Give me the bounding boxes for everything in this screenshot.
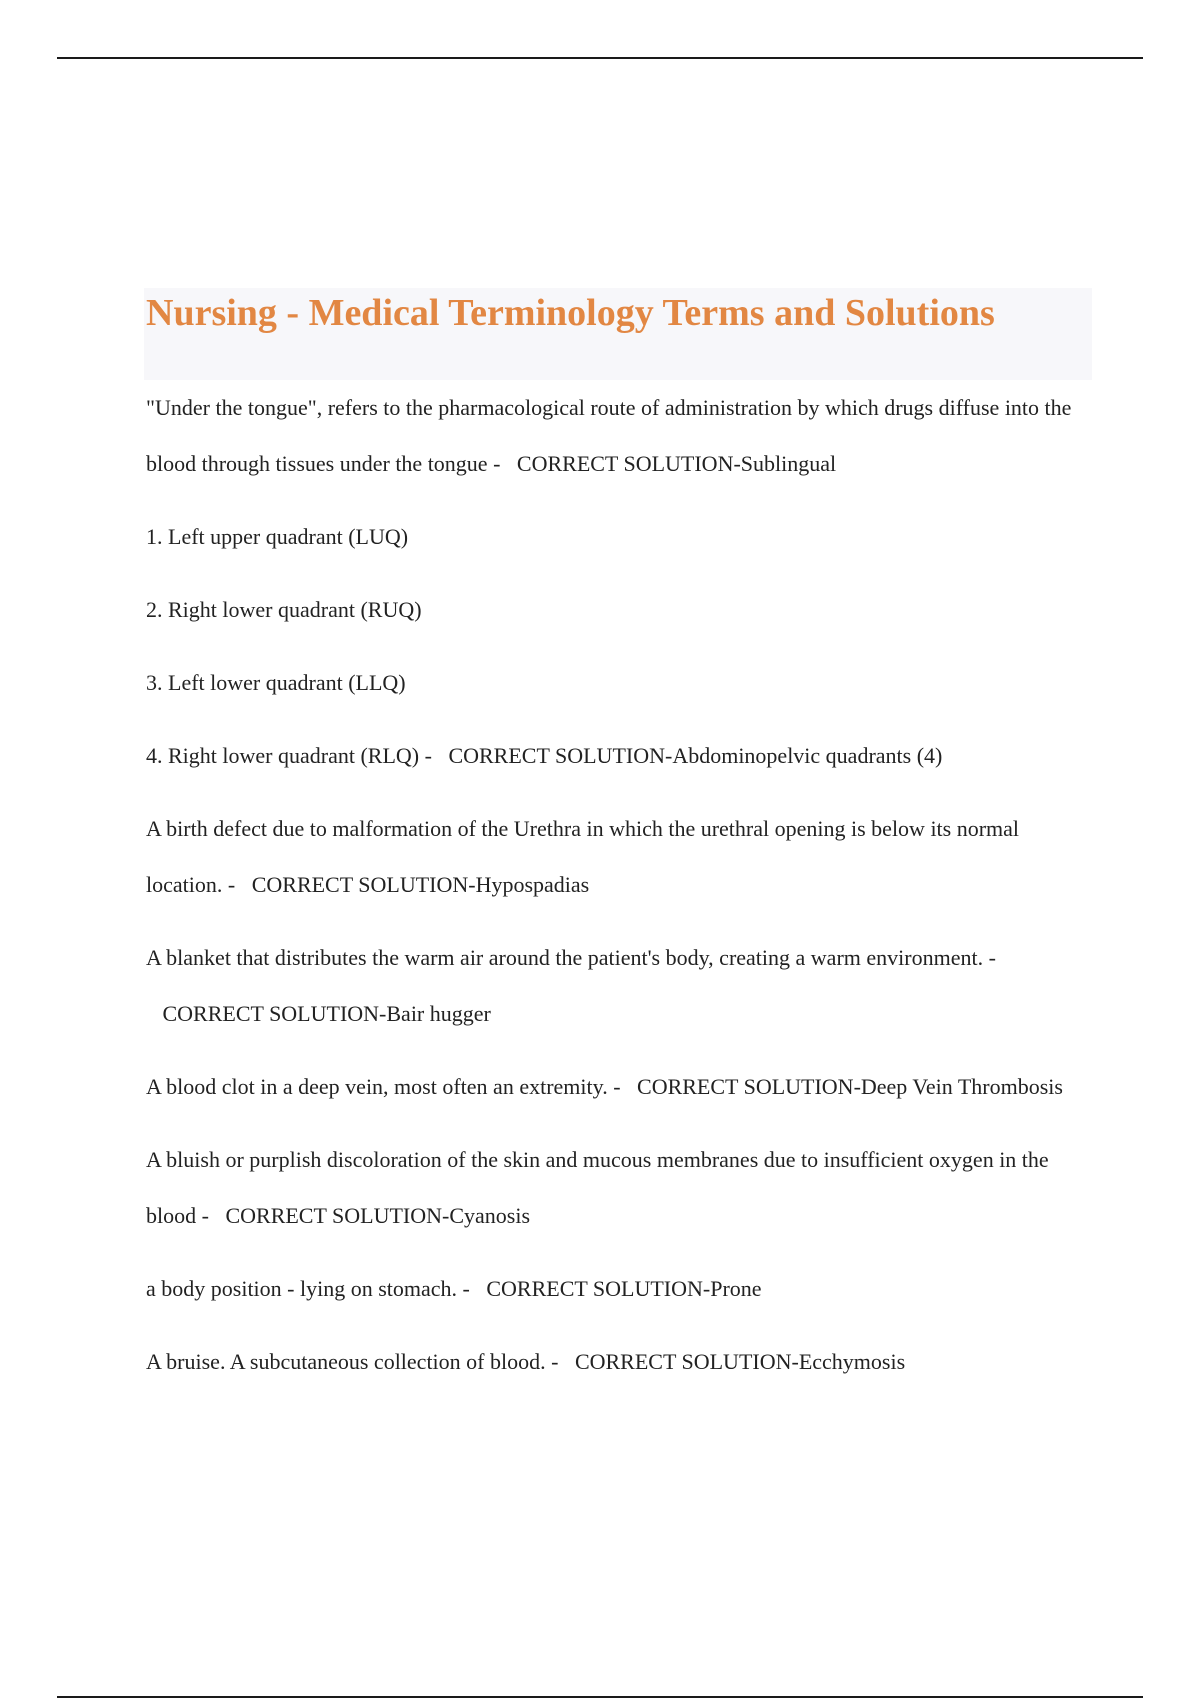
entry-prompt: A birth defect due to malformation of the Urethra in which the urethral opening is below its normal location. - bbox=[146, 816, 1020, 897]
entry-sublingual bbox=[146, 380, 1092, 492]
entry-ecchymosis bbox=[146, 1334, 1092, 1390]
entry-prompt: "Under the tongue", refers to the pharmacological route of administration by which drugs diffuse into the blood through tissues under the tongue - bbox=[146, 395, 1072, 476]
entry-llq bbox=[146, 655, 1092, 711]
entry-prompt: A blood clot in a deep vein, most often an extremity. - bbox=[146, 1074, 621, 1099]
entry-answer: CORRECT SOLUTION-Bair hugger bbox=[162, 1001, 491, 1026]
entry-prompt: 3. Left lower quadrant (LLQ) bbox=[146, 670, 406, 695]
entry-prompt: a body position - lying on stomach. - bbox=[146, 1276, 470, 1301]
entry-answer: CORRECT SOLUTION-Ecchymosis bbox=[574, 1349, 906, 1374]
entry-prompt: 2. Right lower quadrant (RUQ) bbox=[146, 597, 422, 622]
entry-prompt: A blanket that distributes the warm air around the patient's body, creating a warm environment. - bbox=[146, 945, 996, 970]
entry-prone bbox=[146, 1261, 1092, 1317]
entry-answer: CORRECT SOLUTION-Cyanosis bbox=[225, 1203, 531, 1228]
entry-prompt: A bruise. A subcutaneous collection of blood. - bbox=[146, 1349, 559, 1374]
title-band bbox=[144, 288, 1092, 380]
entry-cyanosis bbox=[146, 1132, 1092, 1244]
entry-deep-vein-thrombosis bbox=[146, 1059, 1092, 1115]
entry-prompt: 1. Left upper quadrant (LUQ) bbox=[146, 524, 409, 549]
footer-rule bbox=[57, 1696, 1143, 1698]
entry-answer: CORRECT SOLUTION-Sublingual bbox=[516, 451, 837, 476]
entry-luq bbox=[146, 509, 1092, 565]
entry-answer: CORRECT SOLUTION-Deep Vein Thrombosis bbox=[637, 1074, 1063, 1099]
entry-answer: CORRECT SOLUTION-Abdominopelvic quadrants (4) bbox=[448, 743, 943, 768]
document-title: Nursing - Medical Terminology Terms and Solutions bbox=[146, 292, 995, 334]
document-body bbox=[146, 380, 1092, 1407]
entry-ruq bbox=[146, 582, 1092, 638]
entry-prompt: 4. Right lower quadrant (RLQ) - bbox=[146, 743, 432, 768]
header-rule bbox=[57, 57, 1143, 59]
entry-prompt: A bluish or purplish discoloration of the skin and mucous membranes due to insufficient oxygen in the blood - bbox=[146, 1147, 1049, 1228]
entry-answer: CORRECT SOLUTION-Hypospadias bbox=[251, 872, 590, 897]
entry-answer: CORRECT SOLUTION-Prone bbox=[486, 1276, 762, 1301]
entry-hypospadias bbox=[146, 801, 1092, 913]
entry-abdominopelvic-quadrants bbox=[146, 728, 1092, 784]
entry-bair-hugger bbox=[146, 930, 1092, 1042]
